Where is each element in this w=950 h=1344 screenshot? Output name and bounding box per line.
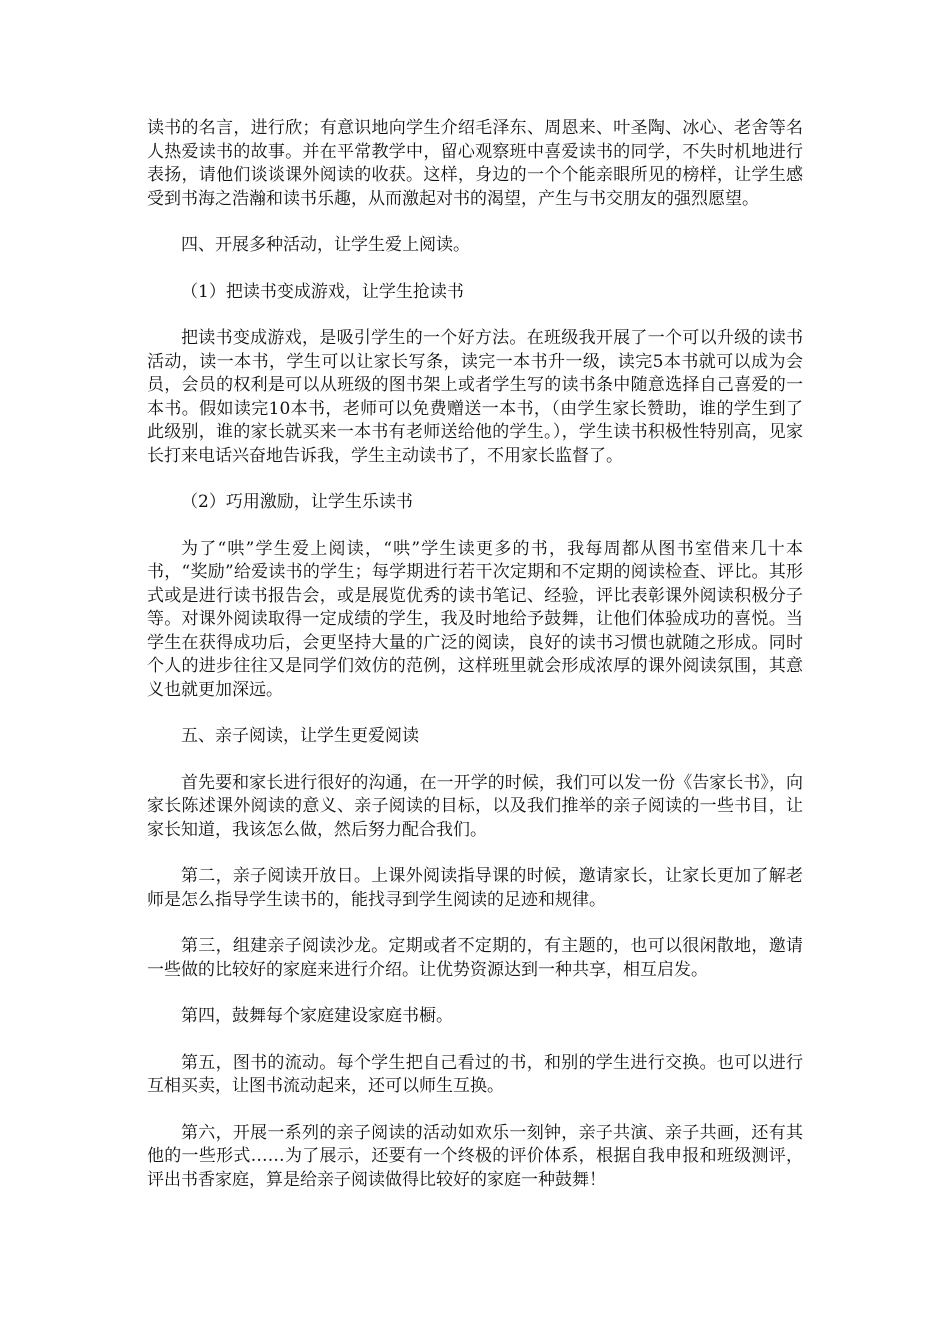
subheading-encouragement: （2）巧用激励，让学生乐读书 <box>181 492 413 512</box>
paragraph-encouragement: 为了“哄”学生爱上阅读，“哄”学生读更多的书，我每周都从图书室借来几十本书，“奖励”给爱读书的学生；每学期进行若干次定期和不定期的阅读检查、评比。其形式或是进行读书报告会，或是展览优秀的读书笔记、经验，评比表彰课外阅读积极分子等。对课外阅读取得一定成绩的学生，我及时地给予鼓舞，让他们体验成功的喜悦。当学生在获得成功后，会更坚持大量的广泛的阅读，良好的读书习惯也就随之形成。同时个人的进步往往又是同学们效仿的范例，这样班里就会形成浓厚的课外阅读氛围，其意义也就更加深远。 <box>147 538 803 700</box>
paragraph-reading-salon: 第三，组建亲子阅读沙龙。定期或者不定期的，有主题的，也可以很闲散地，邀请一些做的比较好的家庭来进行介绍。让优势资源达到一种共享，相互启发。 <box>147 936 803 980</box>
section-heading-four: 四、开展多种活动，让学生爱上阅读。 <box>181 235 470 255</box>
paragraph-home-bookshelf: 第四，鼓舞每个家庭建设家庭书橱。 <box>181 1006 453 1026</box>
paragraph-parent-communication: 首先要和家长进行很好的沟通，在一开学的时候，我们可以发一份《告家长书》，向家长陈述课外阅读的意义、亲子阅读的目标，以及我们推举的亲子阅读的一些书目，让家长知道，我该怎么做，然后努力配合我们。 <box>147 772 803 840</box>
paragraph-activities: 第六，开展一系列的亲子阅读的活动如欢乐一刻钟，亲子共演、亲子共画，还有其他的一些形式……为了展示，还要有一个终极的评价体系，根据自我申报和班级测评，评出书香家庭，算是给亲子阅读做得比较好的家庭一种鼓舞！ <box>147 1122 803 1190</box>
section-heading-five: 五、亲子阅读，让学生更爱阅读 <box>181 726 419 746</box>
paragraph-book-exchange: 第五，图书的流动。每个学生把自己看过的书，和别的学生进行交换。也可以进行互相买卖，让图书流动起来，还可以师生互换。 <box>147 1052 803 1096</box>
paragraph-reading-quotes: 读书的名言，进行欣；有意识地向学生介绍毛泽东、周恩来、叶圣陶、冰心、老舍等名人热爱读书的故事。并在平常教学中，留心观察班中喜爱读书的同学，不失时机地进行表扬，请他们谈谈课外阅读的收获。这样，身边的一个个能亲眼所见的榜样，让学生感受到书海之浩瀚和读书乐趣，从而激起对书的渴望，产生与书交朋友的强烈愿望。 <box>147 118 803 209</box>
paragraph-reading-game: 把读书变成游戏，是吸引学生的一个好方法。在班级我开展了一个可以升级的读书活动，读一本书，学生可以让家长写条，读完一本书升一级，读完5本书就可以成为会员，会员的权利是可以从班级的图书架上或者学生写的读书条中随意选择自己喜爱的一本书。假如读完10本书，老师可以免费赠送一本书，（由学生家长赞助，谁的学生到了此级别，谁的家长就买来一本书有老师送给他的学生。），学生读书积极性特别高，见家长打来电话兴奋地告诉我，学生主动读书了，不用家长监督了。 <box>147 328 803 466</box>
document-page <box>147 117 803 1215</box>
subheading-reading-game: （1）把读书变成游戏，让学生抢读书 <box>181 281 464 302</box>
paragraph-open-day: 第二，亲子阅读开放日。上课外阅读指导课的时候，邀请家长，让家长更加了解老师是怎么指导学生读书的，能找寻到学生阅读的足迹和规律。 <box>147 866 803 910</box>
